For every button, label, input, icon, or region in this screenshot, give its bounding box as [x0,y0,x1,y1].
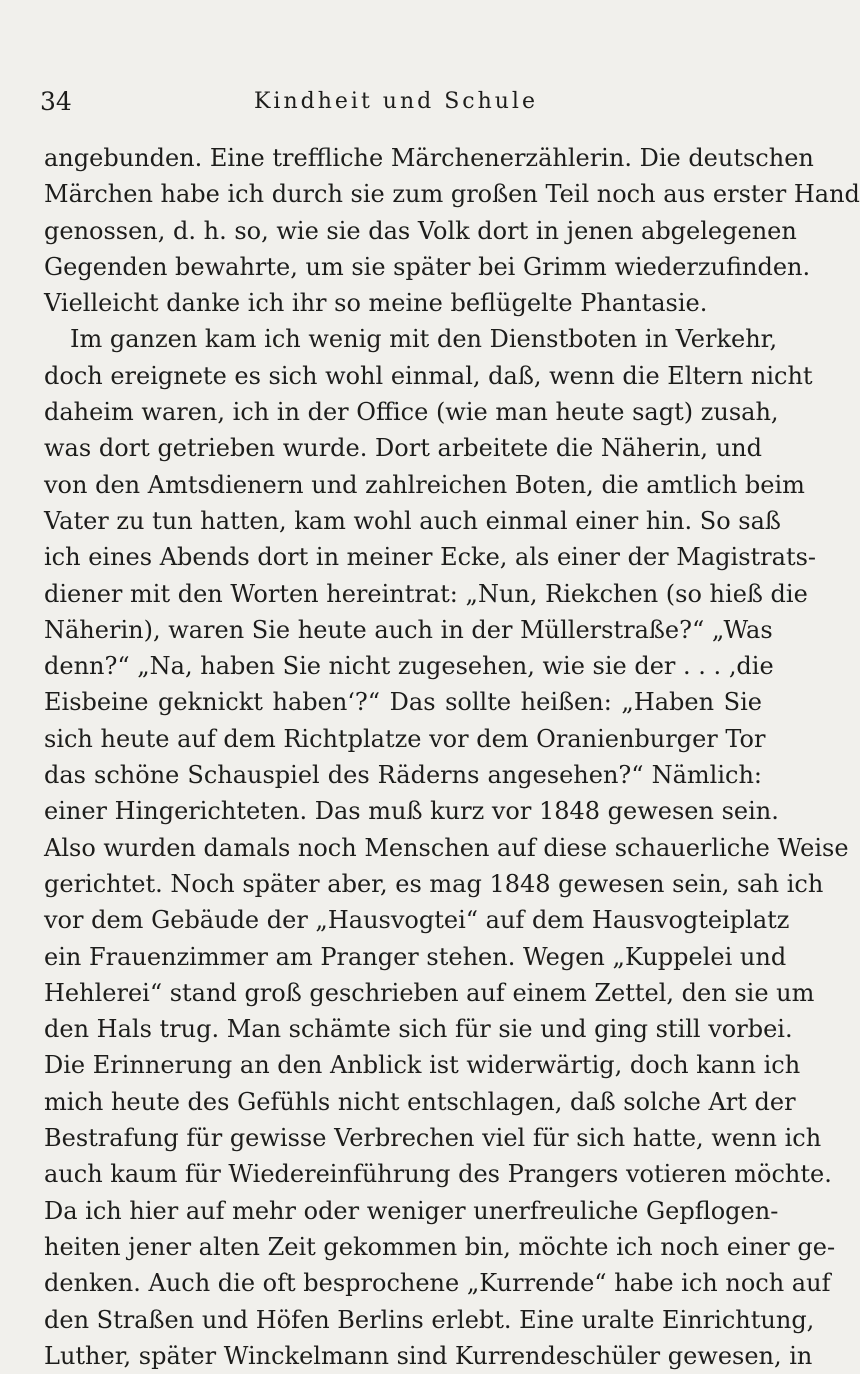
body-text [44,140,860,1374]
text-line: Luther, später Winckelmann sind Kurrendeschüler gewesen, in [44,1341,813,1370]
text-line: gerichtet. Noch später aber, es mag 1848 gewesen sein, sah ich [44,869,824,898]
text-line: mich heute des Gefühls nicht entschlagen, daß solche Art der [44,1087,796,1116]
text-line: Hehlerei“ stand groß geschrieben auf einem Zettel, den sie um [44,978,815,1007]
text-line: Bestrafung für gewisse Verbrechen viel für sich hatte, wenn ich [44,1124,822,1153]
text-line: den Straßen und Höfen Berlins erlebt. Eine uralte Einrichtung, [44,1305,815,1334]
text-line: diener mit den Worten hereintrat: „Nun, Riekchen (so hieß die [44,579,808,608]
text-line: vor dem Gebäude der „Hausvogtei“ auf dem Hausvogteiplatz [44,906,790,935]
text-line: genossen, d. h. so, wie sie das Volk dort in jenen abgelegenen [44,216,797,245]
text-line: Eisbeine geknickt haben‘?“ Das sollte heißen: „Haben Sie [44,688,762,717]
text-line: Vater zu tun hatten, kam wohl auch einmal einer hin. So saß [44,506,781,535]
text-line: doch ereignete es sich wohl einmal, daß, wenn die Eltern nicht [44,361,813,390]
text-line: ein Frauenzimmer am Pranger stehen. Wegen „Kuppelei und [44,942,787,971]
text-line: sich heute auf dem Richtplatze vor dem Oranienburger Tor [44,724,766,753]
text-line: Vielleicht danke ich ihr so meine beflügelte Phantasie. [44,289,708,318]
text-line: Also wurden damals noch Menschen auf diese schauerliche Weise [44,833,849,862]
text-line: angebunden. Eine treffliche Märchenerzählerin. Die deutschen [44,144,814,172]
text-line: Näherin), waren Sie heute auch in der Müllerstraße?“ „Was [44,615,773,644]
text-line: einer Hingerichteten. Das muß kurz vor 1848 gewesen sein. [44,797,779,826]
page-number: 34 [40,87,72,116]
text-line: denn?“ „Na, haben Sie nicht zugesehen, wie sie der . . . ‚die [44,652,774,681]
page-header [40,84,752,120]
text-line: Da ich hier auf mehr oder weniger unerfreuliche Gepflogen- [44,1196,779,1225]
text-line: Märchen habe ich durch sie zum großen Teil noch aus erster Hand [44,180,860,209]
text-line: auch kaum für Wiedereinführung des Prangers votieren möchte. [44,1160,832,1189]
text-line: daheim waren, ich in der Office (wie man heute sagt) zusah, [44,398,779,427]
text-line: ich eines Abends dort in meiner Ecke, als einer der Magistrats- [44,543,817,572]
text-line: Die Erinnerung an den Anblick ist widerwärtig, doch kann ich [44,1051,801,1080]
text-line: was dort getrieben wurde. Dort arbeitete die Näherin, und [44,434,762,463]
text-line: das schöne Schauspiel des Räderns angesehen?“ Nämlich: [44,761,762,790]
running-title: Kindheit und Schule [254,89,538,114]
text-line: den Hals trug. Man schämte sich für sie und ging still vorbei. [44,1015,793,1044]
text-line: heiten jener alten Zeit gekommen bin, möchte ich noch einer ge- [44,1232,836,1261]
paragraph-start-line: Im ganzen kam ich wenig mit den Dienstboten in Verkehr, [70,325,778,354]
text-line: von den Amtsdienern und zahlreichen Boten, die amtlich beim [44,470,805,499]
text-line: denken. Auch die oft besprochene „Kurrende“ habe ich noch auf [44,1269,831,1298]
text-line: Gegenden bewahrte, um sie später bei Grimm wiederzufinden. [44,252,811,281]
